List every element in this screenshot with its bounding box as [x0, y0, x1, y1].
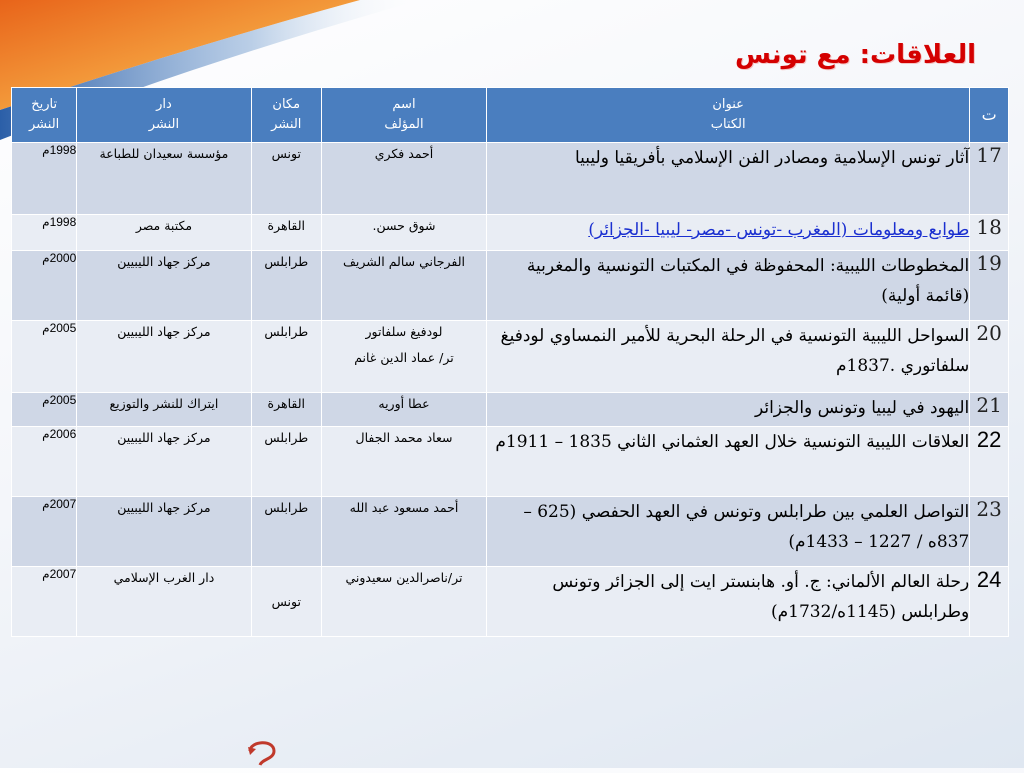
table-header-row — [12, 88, 1009, 143]
publisher-name: مركز جهاد الليبيين — [77, 497, 251, 567]
author-name: سعاد محمد الجفال — [321, 427, 486, 497]
table-row — [12, 567, 1009, 637]
publication-place: طرابلس — [251, 497, 321, 567]
table-row — [12, 427, 1009, 497]
publication-place: تونس — [251, 143, 321, 215]
header-place-label: مكان النشر — [271, 97, 302, 132]
header-number — [970, 88, 1009, 143]
author-name: الفرجاني سالم الشريف — [321, 251, 486, 321]
publisher-name: ايتراك للنشر والتوزيع — [77, 393, 251, 427]
row-number: 20 — [970, 321, 1009, 393]
bibliography-table — [11, 87, 1009, 637]
row-number: 23 — [970, 497, 1009, 567]
header-publisher-label: دار النشر — [148, 97, 180, 132]
book-title-link[interactable]: طوابع ومعلومات (المغرب -تونس -مصر- ليبيا -الجزائر) — [588, 220, 970, 240]
row-number: 18 — [970, 215, 1009, 251]
table-row — [12, 393, 1009, 427]
publisher-name: مكتبة مصر — [77, 215, 251, 251]
publisher-name: مركز جهاد الليبيين — [77, 427, 251, 497]
row-number: 22 — [970, 427, 1009, 497]
book-title: السواحل الليبية التونسية في الرحلة البحرية للأمير النمساوي لودفيغ سلفاتوري .1837م — [487, 321, 970, 393]
header-number-label: ت — [981, 105, 997, 124]
publisher-name: مركز جهاد الليبيين — [77, 321, 251, 393]
row-number: 24 — [970, 567, 1009, 637]
author-name — [321, 321, 486, 393]
publication-year: 2000م — [12, 251, 77, 321]
publication-place: طرابلس — [251, 427, 321, 497]
book-title: التواصل العلمي بين طرابلس وتونس في العهد الحفصي (625 – 837ه / 1227 – 1433م) — [487, 497, 970, 567]
header-year — [12, 88, 77, 143]
row-number: 19 — [970, 251, 1009, 321]
row-number: 21 — [970, 393, 1009, 427]
header-publisher — [77, 88, 251, 143]
table-row — [12, 251, 1009, 321]
table-row — [12, 321, 1009, 393]
book-title: آثار تونس الإسلامية ومصادر الفن الإسلامي بأفريقيا وليبيا — [487, 143, 970, 215]
table-row — [12, 143, 1009, 215]
publisher-name: دار الغرب الإسلامي — [77, 567, 251, 637]
book-title: العلاقات الليبية التونسية خلال العهد العثماني الثاني 1835 – 1911م — [487, 427, 970, 497]
publication-year: 2005م — [12, 321, 77, 393]
publication-place: القاهرة — [251, 393, 321, 427]
author-name: تر/ناصرالدين سعيدوني — [321, 567, 486, 637]
publication-place: طرابلس — [251, 321, 321, 393]
book-title[interactable] — [487, 215, 970, 251]
publication-year: 2007م — [12, 567, 77, 637]
publication-place: تونس — [251, 567, 321, 637]
author-name: عطا أوريه — [321, 393, 486, 427]
header-title-label: عنوان الكتاب — [710, 97, 746, 132]
header-year-label: تاريخ النشر — [29, 97, 60, 132]
publication-year: 2007م — [12, 497, 77, 567]
header-title — [487, 88, 970, 143]
publisher-name: مركز جهاد الليبيين — [77, 251, 251, 321]
publication-year: 1998م — [12, 143, 77, 215]
publication-year: 2006م — [12, 427, 77, 497]
publication-year: 1998م — [12, 215, 77, 251]
header-author-label: اسم المؤلف — [384, 97, 424, 132]
book-title: اليهود في ليبيا وتونس والجزائر — [487, 393, 970, 427]
author-name: شوق حسن. — [321, 215, 486, 251]
author-primary: لودفيغ سلفاتور — [365, 324, 443, 339]
slide-title: العلاقات: مع تونس — [735, 40, 976, 70]
author-name: أحمد فكري — [321, 143, 486, 215]
book-title: رحلة العالم الألماني: ج. أو. هابنستر ايت إلى الجزائر وتونس وطرابلس (1145ه/1732م) — [487, 567, 970, 637]
translator-name: تر/ عماد الدين غانم — [354, 350, 454, 365]
publication-place: القاهرة — [251, 215, 321, 251]
header-place — [251, 88, 321, 143]
row-number: 17 — [970, 143, 1009, 215]
publication-year: 2005م — [12, 393, 77, 427]
table-row — [12, 497, 1009, 567]
table-row — [12, 215, 1009, 251]
header-author — [321, 88, 486, 143]
publisher-name: مؤسسة سعيدان للطباعة — [77, 143, 251, 215]
author-name: أحمد مسعود عبد الله — [321, 497, 486, 567]
publication-place: طرابلس — [251, 251, 321, 321]
book-title: المخطوطات الليبية: المحفوظة في المكتبات التونسية والمغربية (قائمة أولية) — [487, 251, 970, 321]
